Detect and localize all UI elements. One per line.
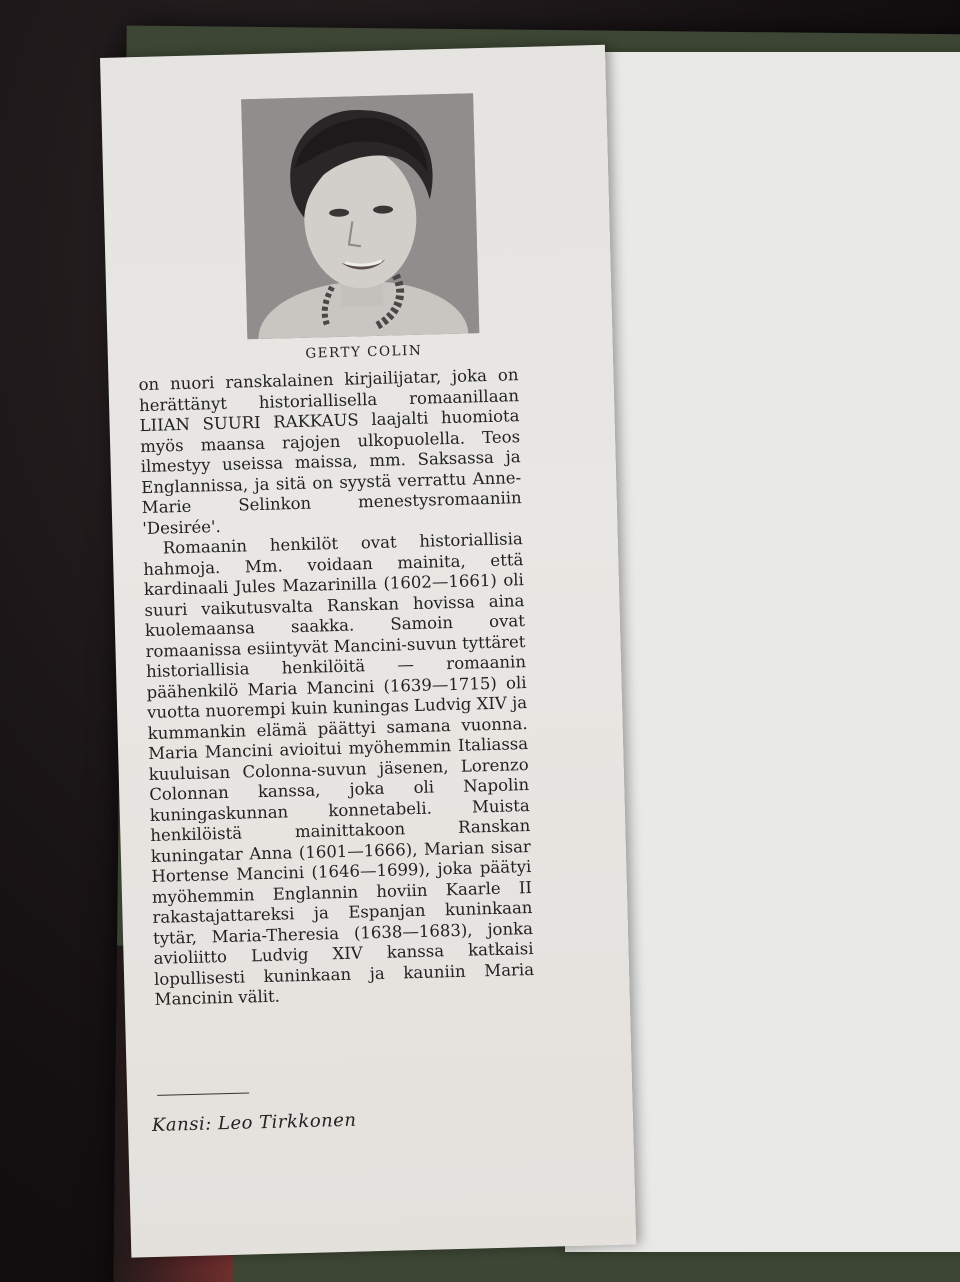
blurb-paragraph-1: on nuori ranskalainen kirjailijatar, joka on herättänyt historiallisella romaanillaan LIIAN SUURI RAKKAUS laajalti huomiota myös maansa rajojen ulkopuolella. Teos ilmestyy useissa maissa, mm. Saksassa ja Englannissa, ja sitä on syystä verrattu Anne-Marie Selinkon menestysromaaniin 'Desirée'.	[138, 365, 522, 538]
blurb-paragraph-2: Romaanin henkilöt ovat historiallisia hahmoja. Mm. voidaan mainita, että kardinaali Jules Mazarinilla (1602—1661) oli suuri vaikutusvalta Ranskan hovissa aina kuolemaansa saakka. Samoin ovat romaanissa esiintyvät Mancini-suvun tyttäret historiallisia henkilöitä — romaanin päähenkilö Maria Mancini (1639—1715) oli vuotta nuorempi kuin kuningas Ludvig XIV ja kummankin elämä päättyi samana vuonna. Maria Mancini avioitui myöhemmin Italiassa kuuluisan Colonna-suvun jäsenen, Lorenzo Colonnan kanssa, joka oli Napolin kuningaskunnan konnetabeli. Muista henkilöistä mainittakoon Ranskan kuningatar Anna (1601—1666), Marian sisar Hortense Mancini (1646—1699), joka päätyi myöhemmin Englannin hoviin Kaarle II rakastajattareksi ja Espanjan kuninkaan tytär, Maria-Theresia (1638—1683), jonka avioliitto Ludvig XIV kanssa katkaisi lopullisesti kuninkaan ja kauniin Maria Mancinin välit.	[143, 529, 535, 1009]
author-blurb	[138, 365, 535, 1010]
cover-credit: Kansi: Leo Tirkkonen	[151, 1109, 357, 1137]
portrait-image	[241, 93, 479, 339]
dust-jacket-flap	[100, 45, 636, 1258]
author-portrait	[241, 93, 479, 339]
divider-rule	[157, 1092, 249, 1095]
author-name: GERTY COLIN	[305, 342, 423, 362]
